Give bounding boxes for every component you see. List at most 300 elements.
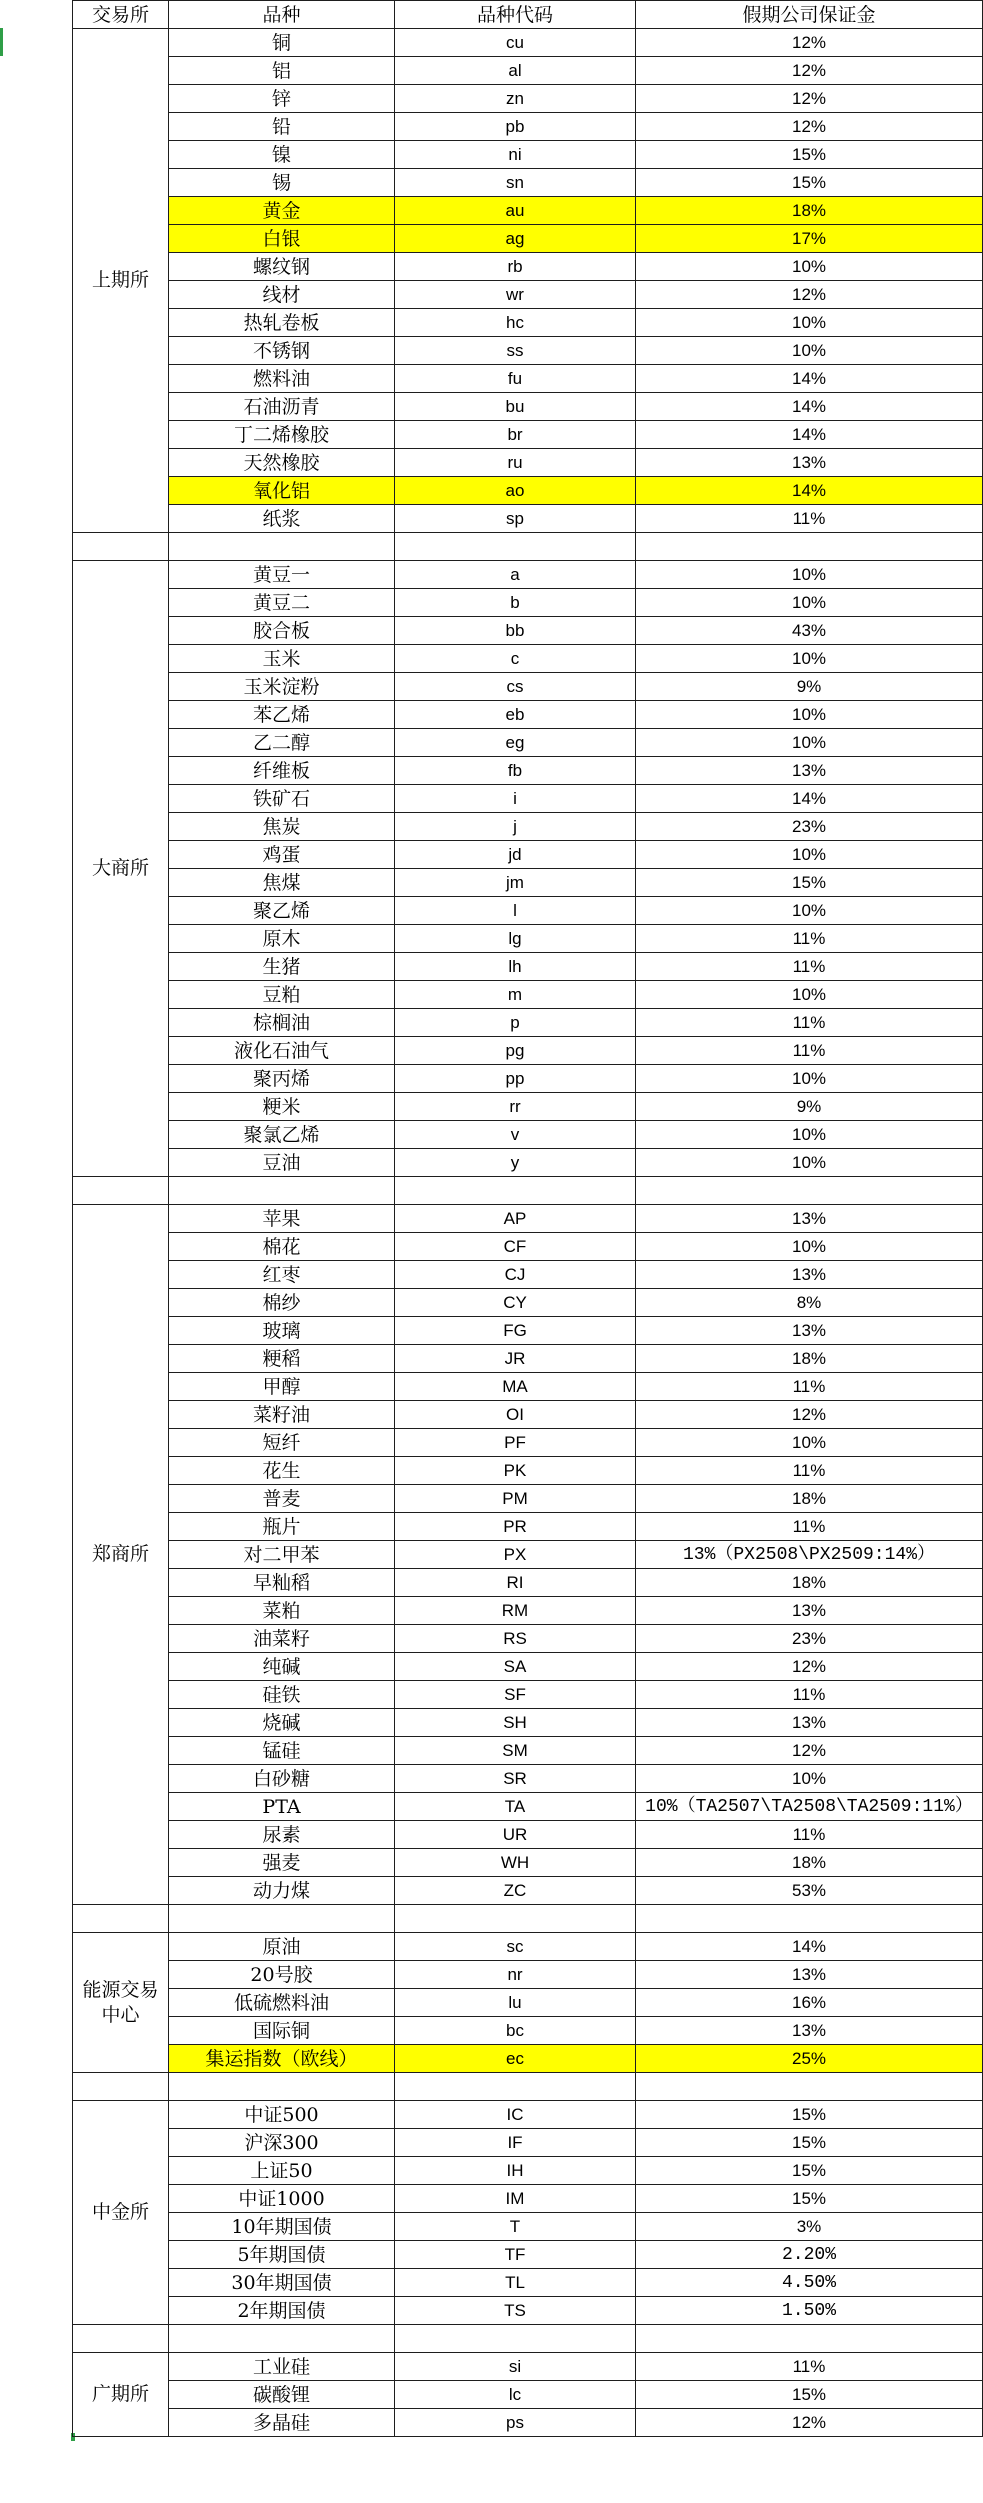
- variety-name-cell: 国际铜: [169, 2017, 395, 2045]
- table-row: [73, 2213, 983, 2241]
- table-row: [73, 1513, 983, 1541]
- margin-cell: 12%: [636, 113, 983, 141]
- variety-name-cell: 中证1000: [169, 2185, 395, 2213]
- margin-cell: 15%: [636, 2157, 983, 2185]
- margin-cell: 10%（TA2507\TA2508\TA2509:11%）: [636, 1793, 983, 1821]
- variety-code-cell: i: [395, 785, 636, 813]
- variety-code-cell: OI: [395, 1401, 636, 1429]
- variety-name-cell: 20号胶: [169, 1961, 395, 1989]
- empty-cell: [395, 2325, 636, 2353]
- table-row: [73, 2157, 983, 2185]
- margin-cell: 14%: [636, 393, 983, 421]
- table-row: [73, 2017, 983, 2045]
- margin-cell: 11%: [636, 925, 983, 953]
- variety-name-cell: 焦煤: [169, 869, 395, 897]
- variety-code-cell: SM: [395, 1737, 636, 1765]
- table-row: [73, 197, 983, 225]
- empty-cell: [169, 2073, 395, 2101]
- table-row: [73, 1093, 983, 1121]
- table-row: [73, 1849, 983, 1877]
- variety-code-cell: v: [395, 1121, 636, 1149]
- table-row: [73, 1597, 983, 1625]
- table-row: [73, 281, 983, 309]
- variety-code-cell: CF: [395, 1233, 636, 1261]
- variety-name-cell: 生猪: [169, 953, 395, 981]
- variety-name-cell: 普麦: [169, 1485, 395, 1513]
- variety-code-cell: nr: [395, 1961, 636, 1989]
- table-row: [73, 1625, 983, 1653]
- variety-name-cell: 豆油: [169, 1149, 395, 1177]
- variety-code-cell: ru: [395, 449, 636, 477]
- variety-code-cell: br: [395, 421, 636, 449]
- empty-cell: [169, 1905, 395, 1933]
- table-row: [73, 477, 983, 505]
- margin-cell: 10%: [636, 561, 983, 589]
- margin-cell: 11%: [636, 505, 983, 533]
- variety-code-cell: IC: [395, 2101, 636, 2129]
- header-exchange: 交易所: [73, 1, 169, 29]
- variety-code-cell: bu: [395, 393, 636, 421]
- variety-name-cell: 乙二醇: [169, 729, 395, 757]
- empty-cell: [169, 1177, 395, 1205]
- variety-code-cell: PR: [395, 1513, 636, 1541]
- variety-code-cell: PX: [395, 1541, 636, 1569]
- variety-code-cell: c: [395, 645, 636, 673]
- variety-code-cell: FG: [395, 1317, 636, 1345]
- variety-name-cell: 花生: [169, 1457, 395, 1485]
- variety-name-cell: 玉米: [169, 645, 395, 673]
- variety-code-cell: IM: [395, 2185, 636, 2213]
- variety-name-cell: 工业硅: [169, 2353, 395, 2381]
- variety-code-cell: SR: [395, 1765, 636, 1793]
- variety-code-cell: WH: [395, 1849, 636, 1877]
- variety-name-cell: 玻璃: [169, 1317, 395, 1345]
- margin-cell: 11%: [636, 1037, 983, 1065]
- variety-code-cell: AP: [395, 1205, 636, 1233]
- margin-cell: 16%: [636, 1989, 983, 2017]
- table-row: [73, 1149, 983, 1177]
- margin-cell: 14%: [636, 365, 983, 393]
- empty-cell: [73, 1177, 169, 1205]
- table-row: [73, 1765, 983, 1793]
- variety-code-cell: a: [395, 561, 636, 589]
- variety-code-cell: MA: [395, 1373, 636, 1401]
- variety-code-cell: lg: [395, 925, 636, 953]
- table-row: [73, 1933, 983, 1961]
- table-row: [73, 785, 983, 813]
- margin-cell: 10%: [636, 729, 983, 757]
- variety-code-cell: jm: [395, 869, 636, 897]
- table-row: [73, 869, 983, 897]
- variety-name-cell: 甲醇: [169, 1373, 395, 1401]
- variety-name-cell: 短纤: [169, 1429, 395, 1457]
- variety-code-cell: m: [395, 981, 636, 1009]
- table-row: [73, 225, 983, 253]
- variety-name-cell: 动力煤: [169, 1877, 395, 1905]
- margin-cell: 3%: [636, 2213, 983, 2241]
- table-row: [73, 1681, 983, 1709]
- table-row: [73, 1485, 983, 1513]
- variety-name-cell: 聚丙烯: [169, 1065, 395, 1093]
- table-row: [73, 393, 983, 421]
- variety-code-cell: UR: [395, 1821, 636, 1849]
- variety-code-cell: fu: [395, 365, 636, 393]
- margin-cell: 12%: [636, 281, 983, 309]
- empty-cell: [169, 533, 395, 561]
- margin-cell: 12%: [636, 85, 983, 113]
- margin-cell: 15%: [636, 869, 983, 897]
- margin-cell: 17%: [636, 225, 983, 253]
- variety-code-cell: b: [395, 589, 636, 617]
- table-row: [73, 1233, 983, 1261]
- table-row: [73, 1373, 983, 1401]
- table-row: [73, 1429, 983, 1457]
- empty-cell: [636, 533, 983, 561]
- margin-cell: 10%: [636, 701, 983, 729]
- empty-cell: [395, 1905, 636, 1933]
- variety-code-cell: TA: [395, 1793, 636, 1821]
- variety-code-cell: fb: [395, 757, 636, 785]
- variety-code-cell: T: [395, 2213, 636, 2241]
- margin-cell: 10%: [636, 981, 983, 1009]
- table-row: [73, 1261, 983, 1289]
- margin-cell: 10%: [636, 1765, 983, 1793]
- table-row: [73, 1009, 983, 1037]
- variety-name-cell: 粳稻: [169, 1345, 395, 1373]
- variety-code-cell: sn: [395, 169, 636, 197]
- variety-code-cell: lc: [395, 2381, 636, 2409]
- variety-code-cell: j: [395, 813, 636, 841]
- exchange-cell: 广期所: [73, 2353, 169, 2437]
- variety-name-cell: 液化石油气: [169, 1037, 395, 1065]
- variety-code-cell: SA: [395, 1653, 636, 1681]
- margin-cell: 14%: [636, 421, 983, 449]
- variety-code-cell: pp: [395, 1065, 636, 1093]
- exchange-cell: 能源交易中心: [73, 1933, 169, 2073]
- variety-code-cell: RM: [395, 1597, 636, 1625]
- variety-code-cell: y: [395, 1149, 636, 1177]
- variety-name-cell: 聚氯乙烯: [169, 1121, 395, 1149]
- empty-cell: [395, 1177, 636, 1205]
- variety-name-cell: 黄金: [169, 197, 395, 225]
- margin-cell: 15%: [636, 2381, 983, 2409]
- margin-cell: 10%: [636, 841, 983, 869]
- table-row: [73, 589, 983, 617]
- table-body: [73, 29, 983, 2437]
- table-row: [73, 2129, 983, 2157]
- margin-cell: 10%: [636, 253, 983, 281]
- variety-name-cell: 不锈钢: [169, 337, 395, 365]
- margin-cell: 1.50%: [636, 2297, 983, 2325]
- margin-cell: 10%: [636, 1121, 983, 1149]
- margin-cell: 10%: [636, 1065, 983, 1093]
- margin-cell: 14%: [636, 785, 983, 813]
- variety-code-cell: pg: [395, 1037, 636, 1065]
- exchange-cell: 大商所: [73, 561, 169, 1177]
- margin-cell: 14%: [636, 1933, 983, 1961]
- table-row: [73, 1345, 983, 1373]
- variety-code-cell: TS: [395, 2297, 636, 2325]
- margin-cell: 13%: [636, 757, 983, 785]
- variety-name-cell: 黄豆一: [169, 561, 395, 589]
- margin-cell: 13%: [636, 1709, 983, 1737]
- header-code: 品种代码: [395, 1, 636, 29]
- margin-cell: 13%（PX2508\PX2509:14%）: [636, 1541, 983, 1569]
- margin-cell: 10%: [636, 897, 983, 925]
- variety-code-cell: rr: [395, 1093, 636, 1121]
- table-row: [73, 1289, 983, 1317]
- variety-name-cell: 原木: [169, 925, 395, 953]
- variety-name-cell: 菜粕: [169, 1597, 395, 1625]
- variety-name-cell: 铅: [169, 113, 395, 141]
- variety-name-cell: 鸡蛋: [169, 841, 395, 869]
- variety-code-cell: JR: [395, 1345, 636, 1373]
- table-row: [73, 29, 983, 57]
- variety-name-cell: 2年期国债: [169, 2297, 395, 2325]
- table-row: [73, 337, 983, 365]
- table-row: [73, 1457, 983, 1485]
- table-row: [73, 1653, 983, 1681]
- margin-cell: 15%: [636, 2185, 983, 2213]
- variety-code-cell: al: [395, 57, 636, 85]
- table-row: [73, 729, 983, 757]
- variety-name-cell: 原油: [169, 1933, 395, 1961]
- empty-cell: [636, 2073, 983, 2101]
- variety-name-cell: 10年期国债: [169, 2213, 395, 2241]
- variety-name-cell: 棉纱: [169, 1289, 395, 1317]
- table-row: [73, 1989, 983, 2017]
- table-row: [73, 841, 983, 869]
- variety-code-cell: hc: [395, 309, 636, 337]
- variety-code-cell: sc: [395, 1933, 636, 1961]
- variety-code-cell: ec: [395, 2045, 636, 2073]
- variety-name-cell: 纯碱: [169, 1653, 395, 1681]
- variety-name-cell: 丁二烯橡胶: [169, 421, 395, 449]
- variety-code-cell: l: [395, 897, 636, 925]
- table-row: [73, 1737, 983, 1765]
- table-row: [73, 2353, 983, 2381]
- table-row: [73, 1877, 983, 1905]
- variety-name-cell: 燃料油: [169, 365, 395, 393]
- margin-cell: 15%: [636, 2129, 983, 2157]
- variety-name-cell: 天然橡胶: [169, 449, 395, 477]
- table-row: [73, 505, 983, 533]
- variety-code-cell: ni: [395, 141, 636, 169]
- variety-name-cell: 锡: [169, 169, 395, 197]
- table-row: [73, 1317, 983, 1345]
- empty-cell: [395, 2073, 636, 2101]
- variety-name-cell: 尿素: [169, 1821, 395, 1849]
- variety-name-cell: 螺纹钢: [169, 253, 395, 281]
- margin-cell: 14%: [636, 477, 983, 505]
- variety-name-cell: 中证500: [169, 2101, 395, 2129]
- margin-table: [72, 0, 983, 2437]
- variety-name-cell: 硅铁: [169, 1681, 395, 1709]
- variety-name-cell: 焦炭: [169, 813, 395, 841]
- table-row: [73, 449, 983, 477]
- separator-row: [73, 2325, 983, 2353]
- variety-name-cell: 棕榈油: [169, 1009, 395, 1037]
- variety-code-cell: RS: [395, 1625, 636, 1653]
- variety-name-cell: 镍: [169, 141, 395, 169]
- variety-name-cell: 线材: [169, 281, 395, 309]
- table-row: [73, 1569, 983, 1597]
- margin-cell: 18%: [636, 197, 983, 225]
- table-row: [73, 1065, 983, 1093]
- variety-name-cell: 氧化铝: [169, 477, 395, 505]
- variety-code-cell: cu: [395, 29, 636, 57]
- variety-name-cell: 豆粕: [169, 981, 395, 1009]
- variety-code-cell: rb: [395, 253, 636, 281]
- variety-code-cell: pb: [395, 113, 636, 141]
- variety-code-cell: au: [395, 197, 636, 225]
- variety-code-cell: CY: [395, 1289, 636, 1317]
- variety-code-cell: bc: [395, 2017, 636, 2045]
- table-row: [73, 1037, 983, 1065]
- variety-name-cell: 碳酸锂: [169, 2381, 395, 2409]
- empty-cell: [636, 2325, 983, 2353]
- margin-cell: 18%: [636, 1849, 983, 1877]
- empty-cell: [73, 1905, 169, 1933]
- table-row: [73, 1961, 983, 1989]
- table-row: [73, 421, 983, 449]
- separator-row: [73, 533, 983, 561]
- variety-code-cell: PK: [395, 1457, 636, 1485]
- table-row: [73, 1709, 983, 1737]
- variety-code-cell: ZC: [395, 1877, 636, 1905]
- margin-cell: 9%: [636, 1093, 983, 1121]
- margin-cell: 13%: [636, 1205, 983, 1233]
- empty-cell: [395, 533, 636, 561]
- variety-code-cell: ag: [395, 225, 636, 253]
- variety-code-cell: SF: [395, 1681, 636, 1709]
- variety-name-cell: 菜籽油: [169, 1401, 395, 1429]
- variety-name-cell: 锰硅: [169, 1737, 395, 1765]
- margin-cell: 23%: [636, 1625, 983, 1653]
- margin-cell: 10%: [636, 1429, 983, 1457]
- margin-cell: 15%: [636, 2101, 983, 2129]
- margin-cell: 10%: [636, 589, 983, 617]
- variety-code-cell: SH: [395, 1709, 636, 1737]
- margin-cell: 43%: [636, 617, 983, 645]
- table-row: [73, 169, 983, 197]
- table-row: [73, 2381, 983, 2409]
- table-row: [73, 2297, 983, 2325]
- separator-row: [73, 1177, 983, 1205]
- margin-cell: 25%: [636, 2045, 983, 2073]
- table-row: [73, 113, 983, 141]
- exchange-cell: 郑商所: [73, 1205, 169, 1905]
- margin-cell: 13%: [636, 1261, 983, 1289]
- variety-code-cell: IF: [395, 2129, 636, 2157]
- margin-cell: 10%: [636, 309, 983, 337]
- table-row: [73, 925, 983, 953]
- margin-cell: 4.50%: [636, 2269, 983, 2297]
- variety-code-cell: cs: [395, 673, 636, 701]
- variety-name-cell: 白银: [169, 225, 395, 253]
- margin-cell: 12%: [636, 29, 983, 57]
- variety-name-cell: 油菜籽: [169, 1625, 395, 1653]
- variety-code-cell: IH: [395, 2157, 636, 2185]
- header-margin: 假期公司保证金: [636, 1, 983, 29]
- table-row: [73, 953, 983, 981]
- table-row: [73, 645, 983, 673]
- table-row: [73, 253, 983, 281]
- variety-name-cell: 低硫燃料油: [169, 1989, 395, 2017]
- variety-code-cell: zn: [395, 85, 636, 113]
- margin-cell: 11%: [636, 1009, 983, 1037]
- variety-code-cell: ss: [395, 337, 636, 365]
- variety-name-cell: 红枣: [169, 1261, 395, 1289]
- table-row: [73, 561, 983, 589]
- variety-name-cell: 玉米淀粉: [169, 673, 395, 701]
- table-row: [73, 673, 983, 701]
- margin-cell: 15%: [636, 169, 983, 197]
- margin-cell: 12%: [636, 1737, 983, 1765]
- table-row: [73, 981, 983, 1009]
- table-row: [73, 2045, 983, 2073]
- margin-cell: 12%: [636, 1401, 983, 1429]
- margin-cell: 10%: [636, 645, 983, 673]
- table-row: [73, 141, 983, 169]
- empty-cell: [73, 2325, 169, 2353]
- variety-name-cell: PTA: [169, 1793, 395, 1821]
- variety-name-cell: 多晶硅: [169, 2409, 395, 2437]
- variety-name-cell: 铜: [169, 29, 395, 57]
- variety-code-cell: PM: [395, 1485, 636, 1513]
- table-row: [73, 309, 983, 337]
- separator-row: [73, 2073, 983, 2101]
- margin-cell: 13%: [636, 1317, 983, 1345]
- variety-name-cell: 棉花: [169, 1233, 395, 1261]
- variety-code-cell: lh: [395, 953, 636, 981]
- exchange-cell: 上期所: [73, 29, 169, 533]
- margin-cell: 11%: [636, 1457, 983, 1485]
- variety-name-cell: 苹果: [169, 1205, 395, 1233]
- margin-cell: 12%: [636, 1653, 983, 1681]
- variety-name-cell: 黄豆二: [169, 589, 395, 617]
- margin-cell: 9%: [636, 673, 983, 701]
- variety-name-cell: 纸浆: [169, 505, 395, 533]
- table-row: [73, 701, 983, 729]
- margin-cell: 11%: [636, 1821, 983, 1849]
- table-row: [73, 813, 983, 841]
- table-row: [73, 2409, 983, 2437]
- table-row: [73, 1793, 983, 1821]
- table-row: [73, 1401, 983, 1429]
- variety-code-cell: lu: [395, 1989, 636, 2017]
- empty-cell: [73, 533, 169, 561]
- table-row: [73, 57, 983, 85]
- margin-cell: 13%: [636, 1961, 983, 1989]
- margin-cell: 10%: [636, 337, 983, 365]
- table-row: [73, 2269, 983, 2297]
- margin-cell: 23%: [636, 813, 983, 841]
- variety-name-cell: 沪深300: [169, 2129, 395, 2157]
- variety-name-cell: 烧碱: [169, 1709, 395, 1737]
- empty-cell: [636, 1177, 983, 1205]
- margin-cell: 13%: [636, 1597, 983, 1625]
- margin-cell: 12%: [636, 2409, 983, 2437]
- variety-code-cell: CJ: [395, 1261, 636, 1289]
- variety-code-cell: wr: [395, 281, 636, 309]
- variety-code-cell: si: [395, 2353, 636, 2381]
- table-row: [73, 2241, 983, 2269]
- variety-code-cell: TF: [395, 2241, 636, 2269]
- margin-cell: 13%: [636, 449, 983, 477]
- table-row: [73, 617, 983, 645]
- margin-cell: 18%: [636, 1569, 983, 1597]
